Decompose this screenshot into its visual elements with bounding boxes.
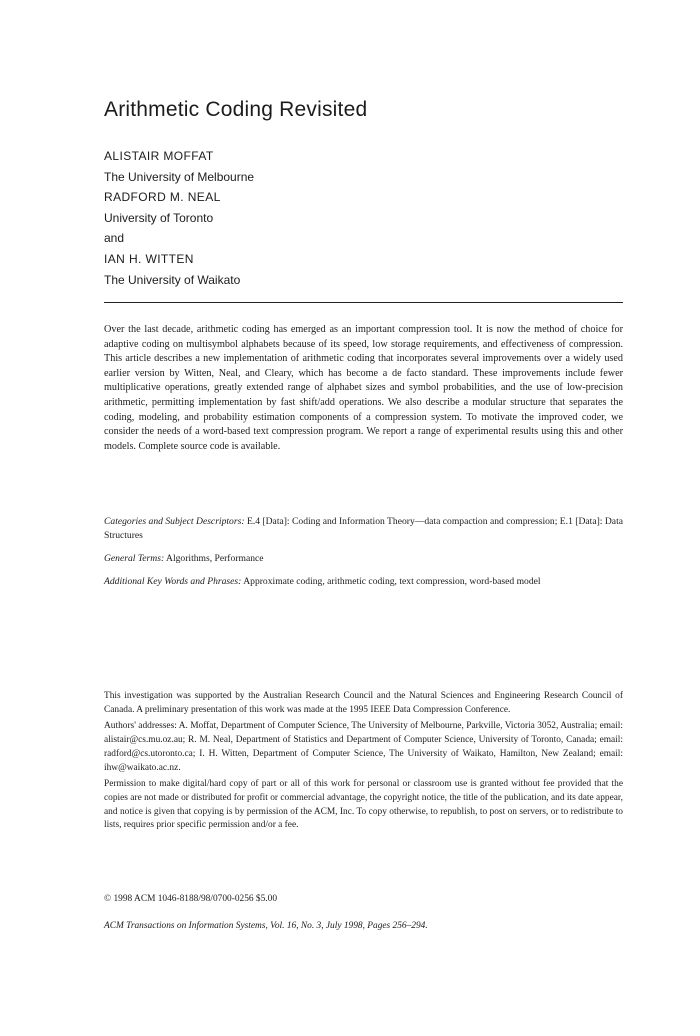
author-affiliation: University of Toronto xyxy=(104,210,214,225)
footnotes xyxy=(104,690,623,836)
author-affiliation: The University of Waikato xyxy=(104,272,241,287)
author-name: ALISTAIR MOFFAT xyxy=(104,149,214,163)
categories-line xyxy=(104,515,623,543)
copyright-line: © 1998 ACM 1046-8188/98/0700-0256 $5.00 xyxy=(104,894,278,904)
journal-citation: ACM Transactions on Information Systems, Vol. 16, No. 3, July 1998, Pages 256–294. xyxy=(104,921,428,931)
keywords-text: Approximate coding, arithmetic coding, text compression, word-based model xyxy=(243,576,541,587)
title-divider xyxy=(104,302,623,303)
general-terms-text: Algorithms, Performance xyxy=(166,553,264,564)
general-terms-label: General Terms: xyxy=(104,553,165,564)
categories-label: Categories and Subject Descriptors: xyxy=(104,516,245,527)
paper-title: Arithmetic Coding Revisited xyxy=(104,98,368,121)
author-name: IAN H. WITTEN xyxy=(104,251,194,266)
keywords-line xyxy=(104,575,623,589)
author-affiliation: The University of Melbourne xyxy=(104,169,255,184)
abstract: Over the last decade, arithmetic coding has emerged as an important compression tool. It is now the method of choice for adaptive coding on multisymbol alphabets because of its speed, low storage requirements, and effectiveness of compression. This article describes a new implementation of arithmetic coding that incorporates several improvements over a widely used earlier version by Witten, Neal, and Cleary, which has become a de facto standard. These improvements include fewer multiplicative operations, greatly extended range of alphabet sizes and symbol probabilities, and the use of low-precision arithmetic, permitting implementation by fast shift/add operations. We also describe a modular structure that separates the coding, modeling, and probability estimation components of a compression system. To motivate the improved coder, we consider the needs of a word-based text compression program. We report a range of experimental results using this and other models. Complete source code is available. xyxy=(104,324,623,452)
authors-addresses: Authors' addresses: A. Moffat, Department of Computer Science, The University of Melbourne, Parkville, Victoria 3052, Australia; email: alistair@cs.mu.oz.au; R. M. Neal, Department of Statistics and Department of Computer Science, University of Toronto, Canada; email: radford@cs.utoronto.ca; I. H. Witten, Department of Computer Science, The University of Waikato, Hamilton, New Zealand; email: ihw@waikato.ac.nz. xyxy=(104,721,623,773)
general-terms-line xyxy=(104,552,623,566)
author-block xyxy=(104,146,624,290)
funding-note: This investigation was supported by the Australian Research Council and the Natural Sciences and Engineering Research Council of Canada. A preliminary presentation of this work was made at the 1995 IEEE Data Compression Conference. xyxy=(104,691,623,715)
categories-text: E.4 [Data]: Coding and Information Theory—data compaction and compression; E.1 [Data]: Data Structures xyxy=(104,516,623,541)
author-name: RADFORD M. NEAL xyxy=(104,190,221,205)
keywords-label: Additional Key Words and Phrases: xyxy=(104,576,242,587)
author-conjunction: and xyxy=(104,231,125,246)
permission-notice: Permission to make digital/hard copy of part or all of this work for personal or classroom use is granted without fee provided that the copies are not made or distributed for profit or commercial advantage, the copyright notice, the title of the publication, and its date appear, and notice is given that copying is by permission of the ACM, Inc. To copy otherwise, to republish, to post on servers, or to redistribute to lists, requires prior specific permission and/or a fee. xyxy=(104,779,623,831)
